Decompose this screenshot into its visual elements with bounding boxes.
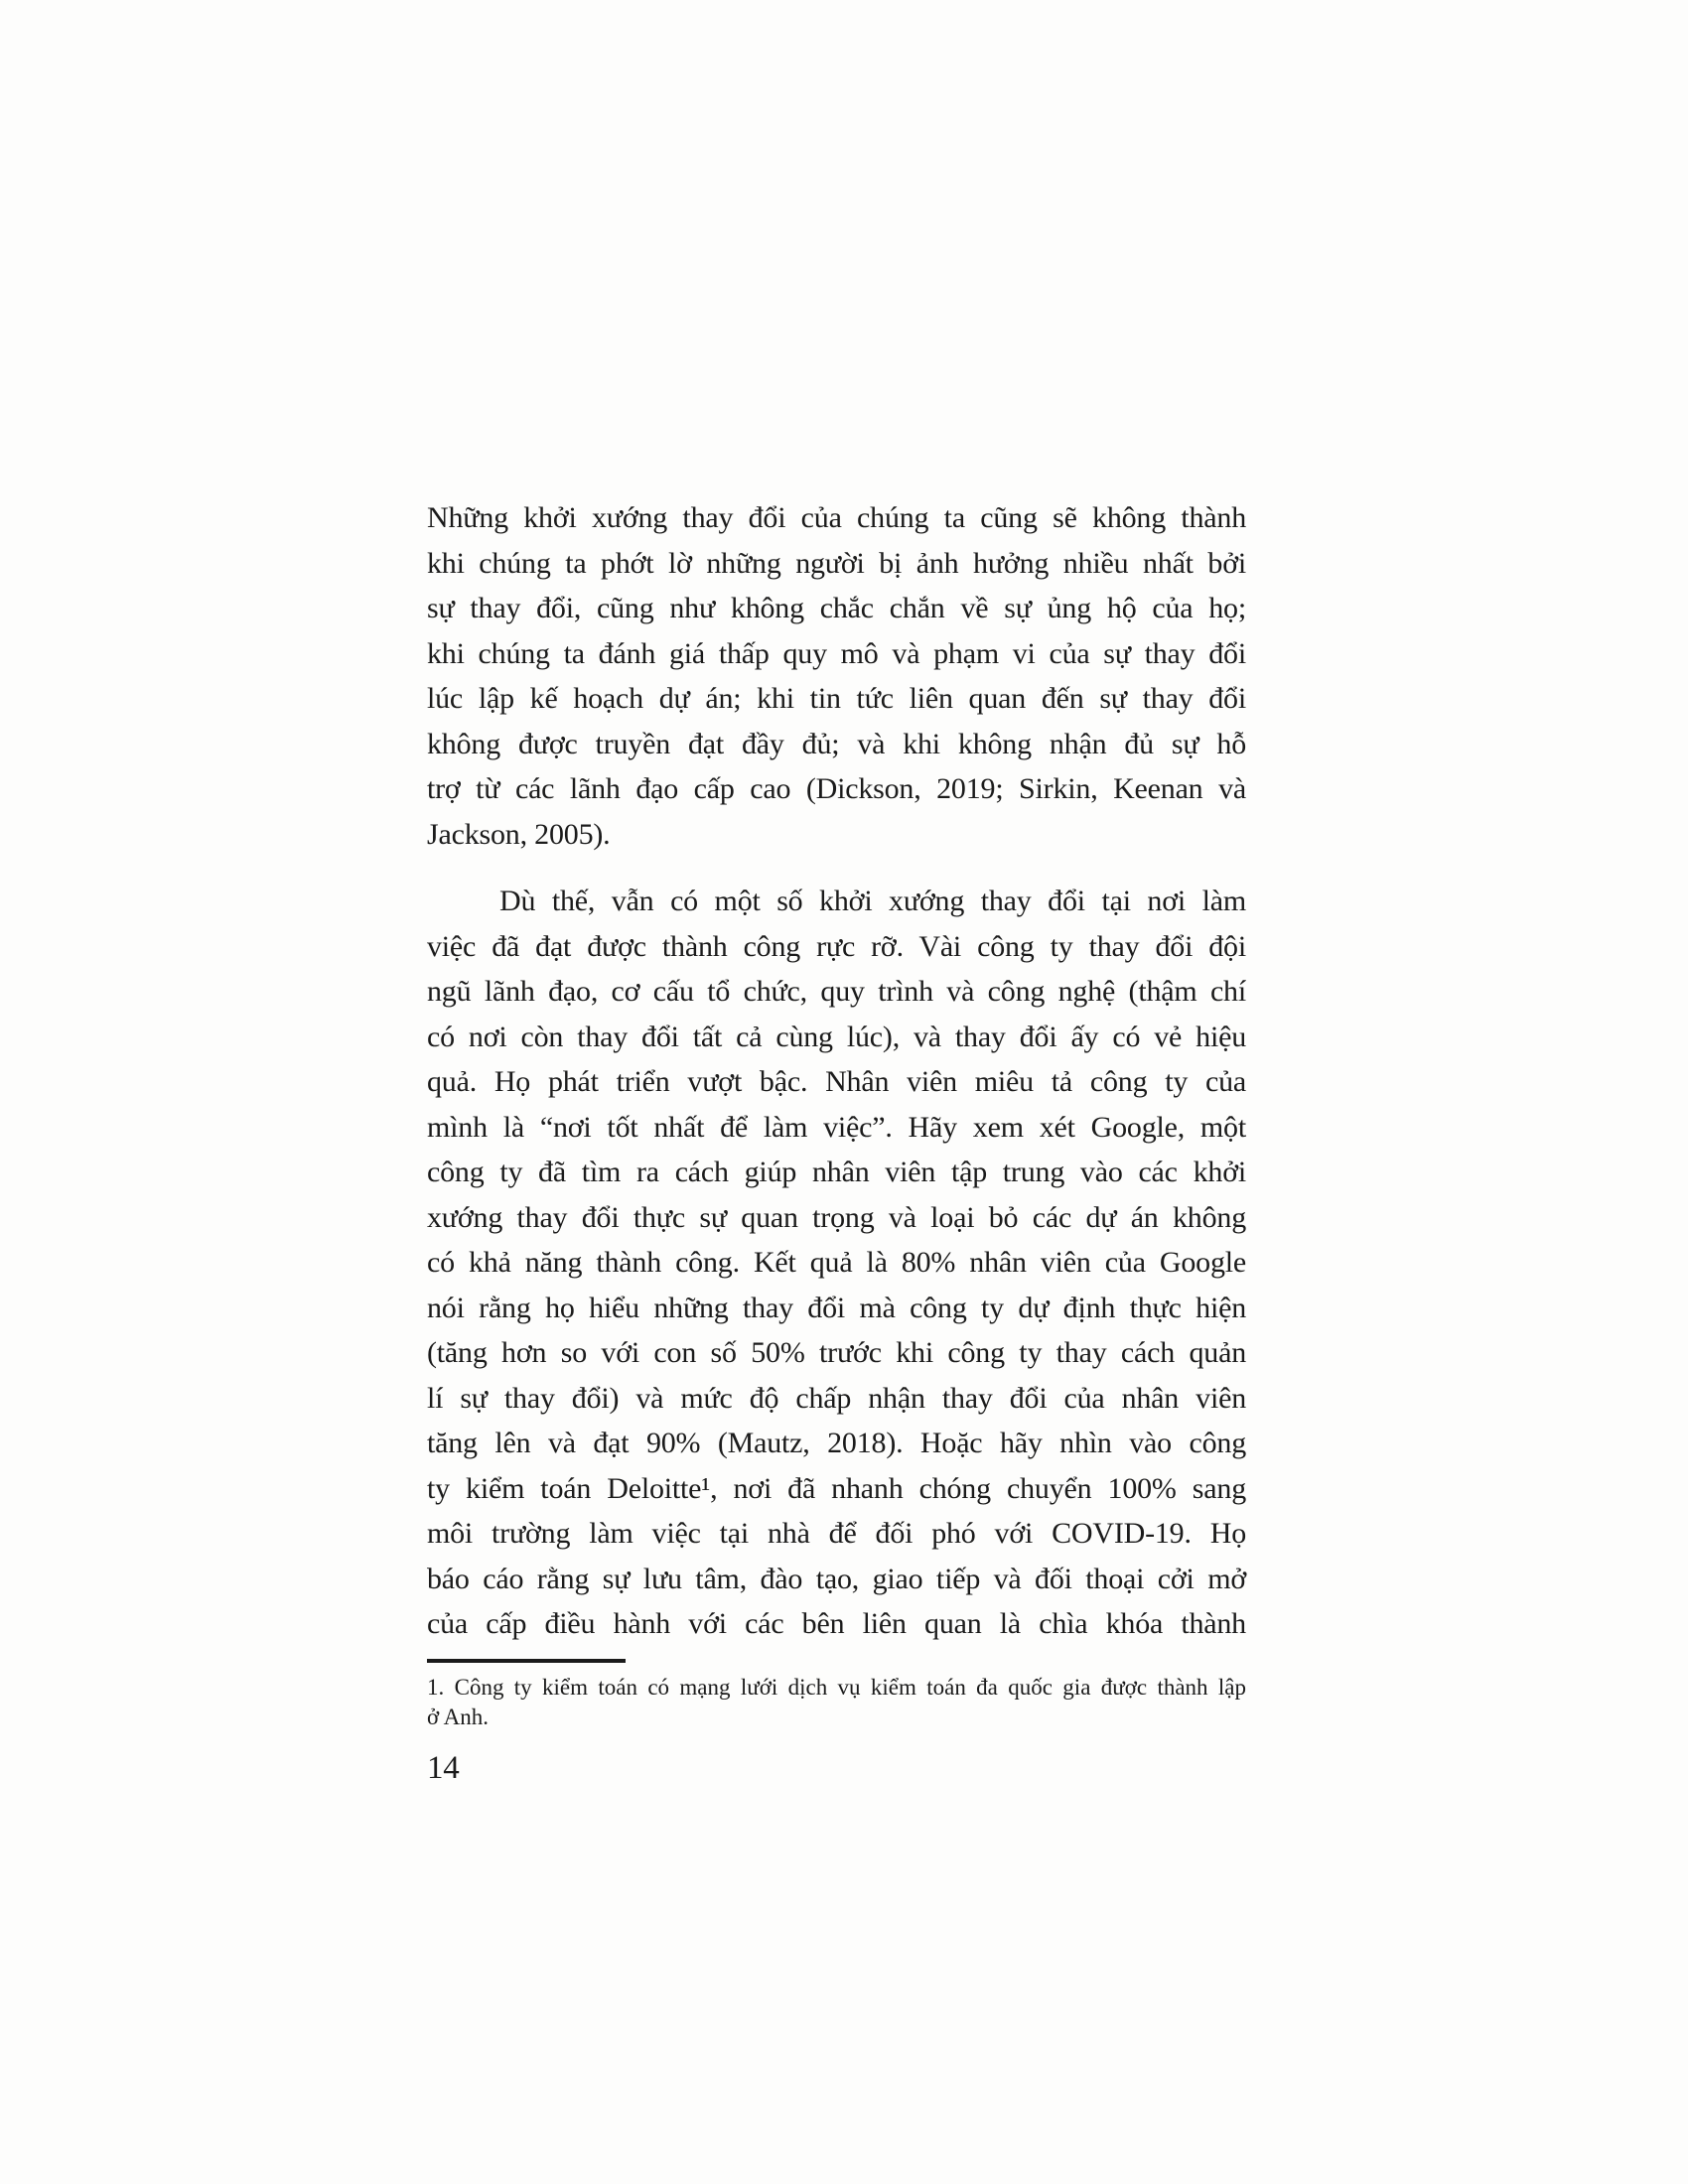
page-number: 14 bbox=[427, 1749, 460, 1786]
text-column bbox=[427, 495, 1246, 1788]
body-line: khi chúng ta đánh giá thấp quy mô và phạm vi của sự thay đổi bbox=[427, 636, 1246, 670]
body-line: có khả năng thành công. Kết quả là 80% nhân viên của Google bbox=[427, 1246, 1246, 1279]
body-line: không được truyền đạt đầy đủ; và khi không nhận đủ sự hỗ bbox=[427, 727, 1246, 760]
body-line: việc đã đạt được thành công rực rỡ. Vài công ty thay đổi đội bbox=[427, 929, 1246, 963]
body-line: báo cáo rằng sự lưu tâm, đào tạo, giao tiếp và đối thoại cởi mở bbox=[427, 1562, 1246, 1595]
body-line: sự thay đổi, cũng như không chắc chắn về sự ủng hộ của họ; bbox=[427, 592, 1246, 624]
body-line: Dù thế, vẫn có một số khởi xướng thay đổi tại nơi làm bbox=[499, 885, 1246, 917]
paragraph-1 bbox=[427, 495, 1246, 857]
body-line: xướng thay đổi thực sự quan trọng và loại bỏ các dự án không bbox=[427, 1200, 1246, 1234]
body-line: công ty đã tìm ra cách giúp nhân viên tập trung vào các khởi bbox=[427, 1156, 1246, 1188]
body-line: (tăng hơn so với con số 50% trước khi công ty thay cách quản bbox=[427, 1336, 1246, 1369]
body-line: môi trường làm việc tại nhà để đối phó với COVID-19. Họ bbox=[427, 1517, 1246, 1550]
body-line: nói rằng họ hiểu những thay đổi mà công ty dự định thực hiện bbox=[427, 1291, 1246, 1324]
body-line: có nơi còn thay đổi tất cả cùng lúc), và thay đổi ấy có vẻ hiệu bbox=[427, 1020, 1246, 1053]
body-line: ty kiểm toán Deloitte¹, nơi đã nhanh chóng chuyển 100% sang bbox=[427, 1471, 1246, 1505]
body-line: lí sự thay đổi) và mức độ chấp nhận thay đổi của nhân viên bbox=[427, 1381, 1246, 1415]
body-line: ngũ lãnh đạo, cơ cấu tổ chức, quy trình và công nghệ (thậm chí bbox=[427, 975, 1246, 1008]
footnote-line: ở Anh. bbox=[427, 1704, 490, 1729]
body-line: của cấp điều hành với các bên liên quan là chìa khóa thành bbox=[427, 1607, 1246, 1640]
body-line: quả. Họ phát triển vượt bậc. Nhân viên miêu tả công ty của bbox=[427, 1065, 1246, 1098]
footnote-separator-rule bbox=[427, 1659, 626, 1663]
body-line: Jackson, 2005). bbox=[427, 817, 611, 851]
body-line: tăng lên và đạt 90% (Mautz, 2018). Hoặc hãy nhìn vào công bbox=[427, 1427, 1246, 1459]
body-line: khi chúng ta phớt lờ những người bị ảnh hưởng nhiều nhất bởi bbox=[427, 546, 1246, 580]
body-line: Những khởi xướng thay đổi của chúng ta cũng sẽ không thành bbox=[427, 501, 1246, 534]
body-line: mình là “nơi tốt nhất để làm việc”. Hãy xem xét Google, một bbox=[427, 1110, 1246, 1144]
footnote-line: 1. Công ty kiểm toán có mạng lưới dịch vụ kiểm toán đa quốc gia được thành lập bbox=[427, 1674, 1246, 1700]
footnote bbox=[427, 1673, 1246, 1732]
paragraph-2 bbox=[427, 879, 1246, 1647]
body-line: trợ từ các lãnh đạo cấp cao (Dickson, 2019; Sirkin, Keenan và bbox=[427, 772, 1246, 805]
body-line: lúc lập kế hoạch dự án; khi tin tức liên quan đến sự thay đổi bbox=[427, 682, 1246, 715]
